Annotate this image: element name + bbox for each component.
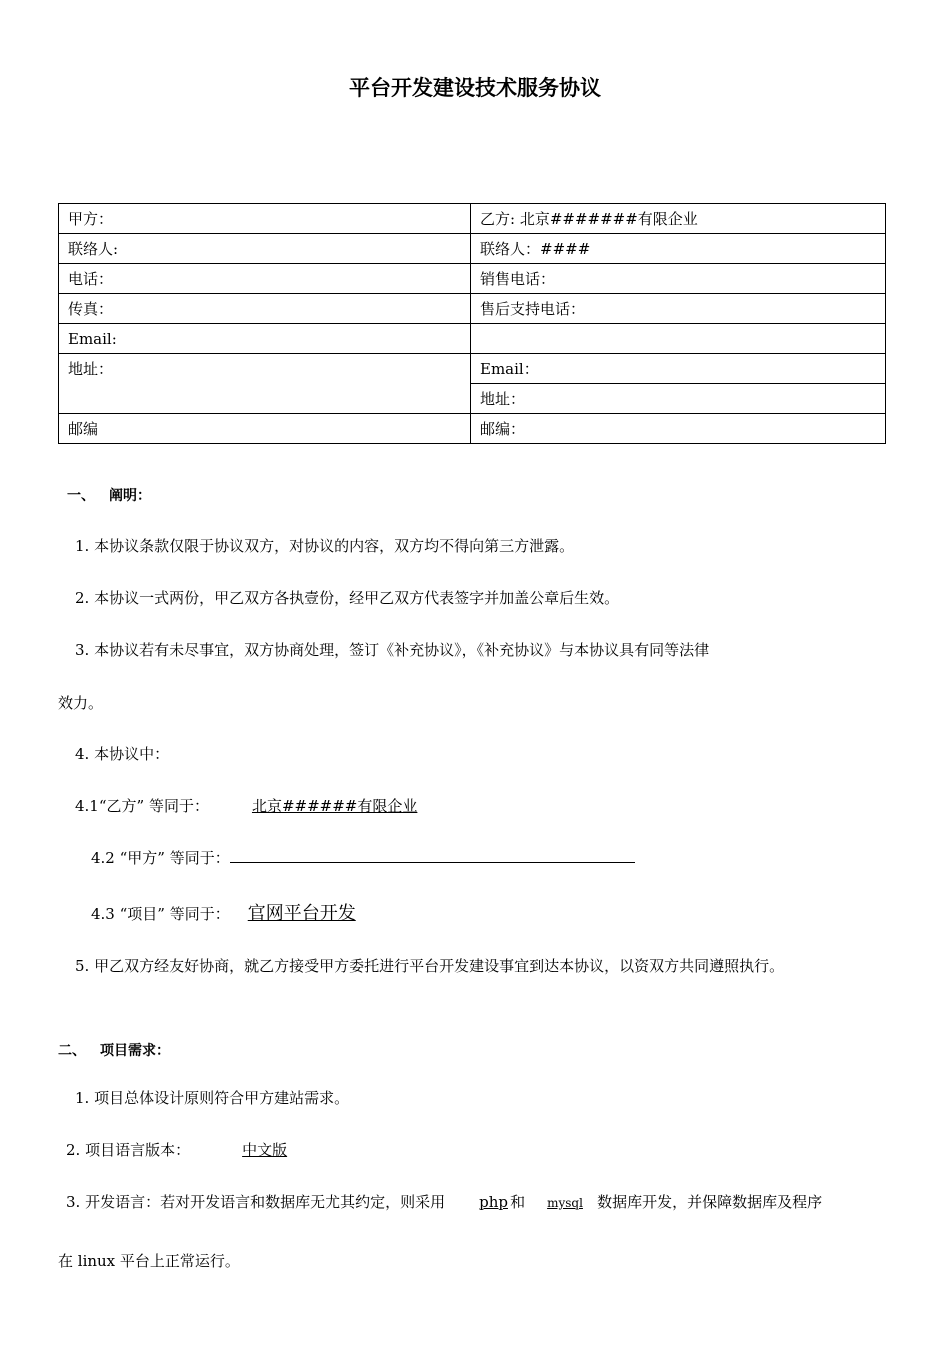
party-b-name-cell: 乙方: 北京#######有限企业 [471,204,886,234]
party-a-contact-cell: 联络人: [59,234,471,264]
section2-heading-number: 二、 [58,1043,86,1059]
definition-4-3-label: 4.3 “项目” 等同于： [91,905,230,923]
party-a-address-cell: 地址： [59,354,471,414]
requirement-2-3-mysql: mysql [547,1196,583,1210]
party-b-sales-phone-cell: 销售电话： [471,264,886,294]
table-row [59,294,886,324]
requirement-2-3-and: 和 [510,1193,526,1211]
table-row [59,324,886,354]
definition-4-3 [91,899,356,925]
requirement-2-2 [66,1139,324,1160]
party-a-phone-cell: 电话： [59,264,471,294]
table-row [59,354,886,384]
definition-4-1-label: 4.1“乙方” 等同于： [75,797,209,815]
clause-1-5: 5. 甲乙双方经友好协商，就乙方接受甲方委托进行平台开发建设事宜到达本协议，以资双方共同遵照执行。 [75,957,785,975]
party-b-contact-cell: 联络人：#### [471,234,886,264]
party-b-address-cell: 地址： [471,384,886,414]
party-b-email-cell: Email： [471,354,886,384]
party-b-postcode-cell: 邮编： [471,414,886,444]
clause-1-2: 2. 本协议一式两份，甲乙双方各执壹份，经甲乙双方代表签字并加盖公章后生效。 [75,589,620,607]
requirement-2-3-continued: 在 linux 平台上正常运行。 [58,1252,240,1270]
section1-heading-number: 一、 [67,488,95,504]
section2-heading [58,1040,170,1060]
clause-1-3-continued: 效力。 [58,694,104,712]
requirement-2-2-label: 2. 项目语言版本： [66,1141,191,1159]
definition-4-1-value: 北京######有限企业 [251,797,418,815]
definition-4-1 [75,795,521,816]
section1-heading [67,485,151,505]
definition-4-2-blank [230,848,635,863]
requirement-2-3-text-a: 3. 开发语言：若对开发语言和数据库无尤其约定，则采用 [66,1193,446,1211]
requirement-2-3-text-b: 数据库开发，并保障数据库及程序 [597,1193,823,1211]
clause-1-3: 3. 本协议若有未尽事宜，双方协商处理，签订《补充协议》，《补充协议》与本协议具有同等法律 [75,641,710,659]
definition-4-3-value: 官网平台开发 [247,903,356,924]
party-b-support-phone-cell: 售后支持电话： [471,294,886,324]
party-info-table [58,203,886,444]
clause-1-4: 4. 本协议中： [75,745,170,763]
requirement-2-1: 1. 项目总体设计原则符合甲方建站需求。 [75,1089,350,1107]
requirement-2-2-value: 中文版 [242,1141,288,1159]
definition-4-2-label: 4.2 “甲方” 等同于： [91,849,230,867]
party-a-email-cell: Email: [59,324,471,354]
clause-1-1: 1. 本协议条款仅限于协议双方，对协议的内容，双方均不得向第三方泄露。 [75,537,575,555]
table-row [59,204,886,234]
table-row [59,264,886,294]
party-a-postcode-cell: 邮编 [59,414,471,444]
party-a-fax-cell: 传真： [59,294,471,324]
definition-4-2 [91,847,635,868]
party-a-name-cell: 甲方： [59,204,471,234]
requirement-2-3-php: php [479,1193,508,1211]
document-title: 平台开发建设技术服务协议 [349,76,601,100]
table-row [59,414,886,444]
empty-cell [471,324,886,354]
section2-heading-text: 项目需求： [100,1043,170,1059]
section1-heading-text: 阐明： [109,488,151,504]
table-row [59,234,886,264]
requirement-2-3 [66,1191,822,1212]
